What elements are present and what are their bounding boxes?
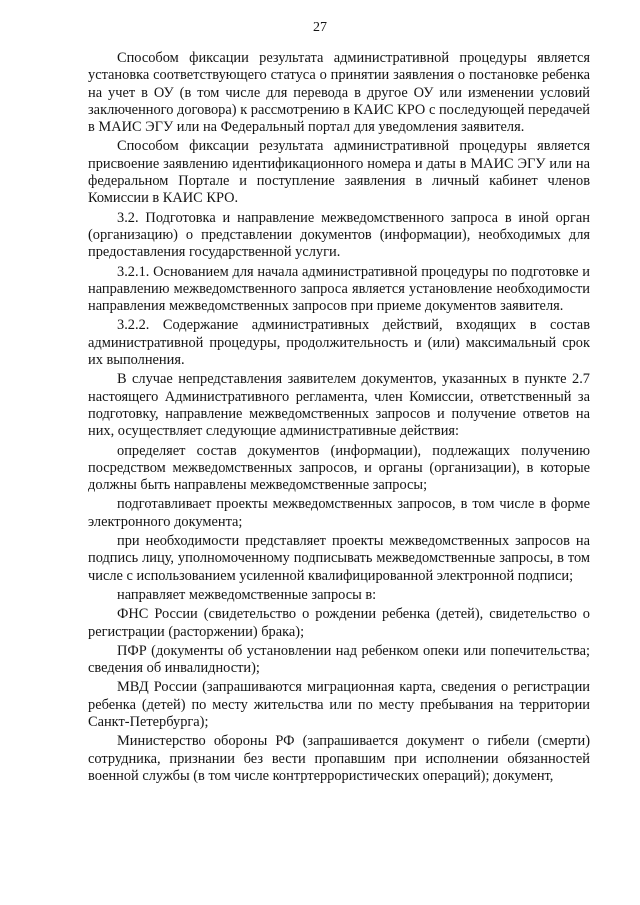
list-item-mvd: МВД России (запрашиваются миграционная карта, сведения о регистрации ребенка (детей) по месту жительства или по месту пребывания на территории Санкт-Петербурга); (88, 679, 590, 730)
paragraph-3-2-1: 3.2.1. Основанием для начала административной процедуры по подготовке и направлению межведомственного запроса является установление необходимости направления межведомственных запросов при приеме документов заявителя. (88, 263, 590, 315)
paragraph-status-fixation: Способом фиксации результата административной процедуры является установка соответствующего статуса о принятии заявления о постановке ребенка на учет в ОУ (в том числе для перевода в другое ОУ или изменении условий заключенного договора) к рассмотрению в КАИС КРО с последующей передачей в МАИС ЭГУ или на Федеральный портал для уведомления заявителя. (88, 50, 590, 136)
page-number: 27 (313, 20, 327, 35)
page-body (88, 50, 590, 785)
paragraph-identification-number: Способом фиксации результата административной процедуры является присвоение заявлению идентификационного номера и даты в МАИС ЭГУ или на федеральном Портале и поступление заявления в личный кабинет членов Комиссии в КАИС КРО. (88, 138, 590, 207)
list-item-send-requests: направляет межведомственные запросы в: (117, 586, 377, 603)
list-item-ministry-of-defense: Министерство обороны РФ (запрашивается документ о гибели (смерти) сотрудника, признании без вести пропавшим при исполнении обязанностей военной службы (в том числе контртеррористических операций); документ, (88, 733, 590, 784)
list-item-fns: ФНС России (свидетельство о рождении ребенка (детей), свидетельство о регистрации (расторжении) брака); (88, 606, 590, 640)
list-item-determine-documents: определяет состав документов (информации), подлежащих получению посредством межведомственных запросов, и органы (организации), в которые должны быть направлены межведомственные запросы; (88, 442, 590, 494)
section-heading-3-2: 3.2. Подготовка и направление межведомственного запроса в иной орган (организацию) о представлении документов (информации), необходимых для предоставления государственной услуги. (88, 209, 590, 261)
list-item-submit-for-signature: при необходимости представляет проекты межведомственных запросов на подпись лицу, уполномоченному подписывать межведомственные запросы, в том числе с использованием усиленной квалифицированной электронной подписи; (88, 533, 590, 584)
list-item-prepare-requests: подготавливает проекты межведомственных запросов, в том числе в форме электронного документа; (88, 496, 590, 530)
list-item-pfr: ПФР (документы об установлении над ребенком опеки или попечительства; сведения об инвалидности); (88, 642, 590, 677)
paragraph-non-submission: В случае непредставления заявителем документов, указанных в пункте 2.7 настоящего Административного регламента, член Комиссии, ответственный за подготовку, направление межведомственных запросов и получение ответов на них, осуществляет следующие административные действия: (88, 371, 590, 440)
paragraph-3-2-2: 3.2.2. Содержание административных действий, входящих в состав административной процедуры, продолжительность и (или) максимальный срок их выполнения. (88, 317, 590, 369)
